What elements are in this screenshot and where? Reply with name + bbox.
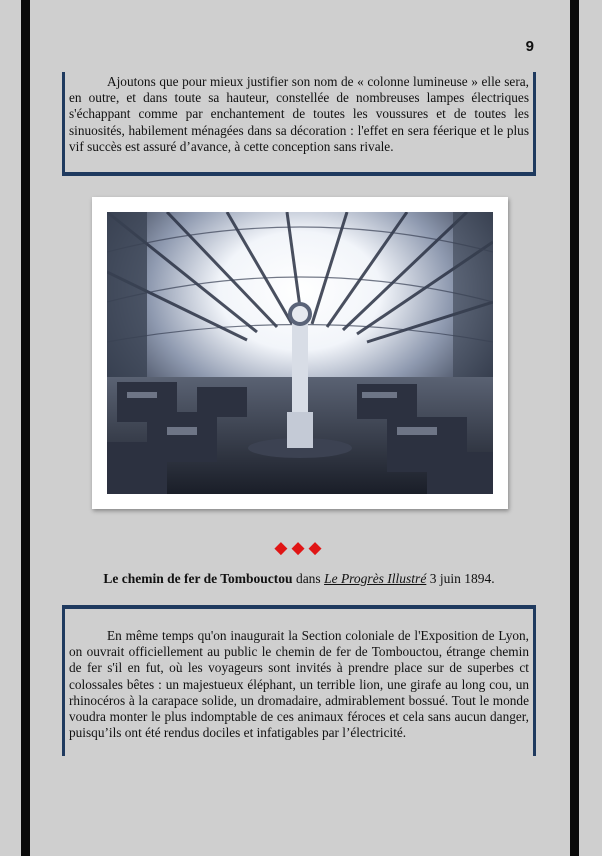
caption-publication: Le Progrès Illustré [324, 571, 427, 586]
caption-title: Le chemin de fer de Tombouctou [103, 571, 293, 586]
caption-in: dans [292, 571, 325, 586]
article-caption [62, 571, 536, 587]
photo-frame [92, 197, 508, 509]
bottom-paragraph: En même temps qu'on inaugurait la Section coloniale de l'Exposition de Lyon, on ouvrait officiellement au public le chemin de fer de Tombouctou, étrange chemin de fer s'il en fut, où les voyageurs sont invités à prendre place sur de superbes ct colossales bêtes : un majestueux éléphant, un terrible lion, une girafe au long cou, un rhinocéros à la carapace solide, un dromadaire, admirablement bossué. Tout le monde voudra monter le plus indomptable de ces animaux féroces et cela sans aucun danger, puisqu’ils ont été rendus dociles et infatigables par l’électricité. [69, 628, 529, 741]
exposition-hall-photo [107, 212, 493, 494]
page-number: 9 [525, 38, 534, 55]
diamond-separator: ◆◆◆ [274, 538, 326, 558]
caption-date: 3 juin 1894. [426, 571, 495, 586]
bottom-text-box [62, 605, 536, 756]
right-border-rail [570, 0, 579, 856]
top-text-box [62, 72, 536, 176]
top-paragraph: Ajoutons que pour mieux justifier son nom de « colonne lumineuse » elle sera, en outre, et dans toute sa hauteur, constellée de nombreuses lampes électriques s'échappant comme par enchantement de toutes les voussures et de toutes les sinuosités, habilement ménagées dans sa décoration : l'effet en sera féerique et le plus vif succès est assuré d’avance, à cette conception sans rivale. [69, 74, 529, 154]
left-border-rail [21, 0, 30, 856]
